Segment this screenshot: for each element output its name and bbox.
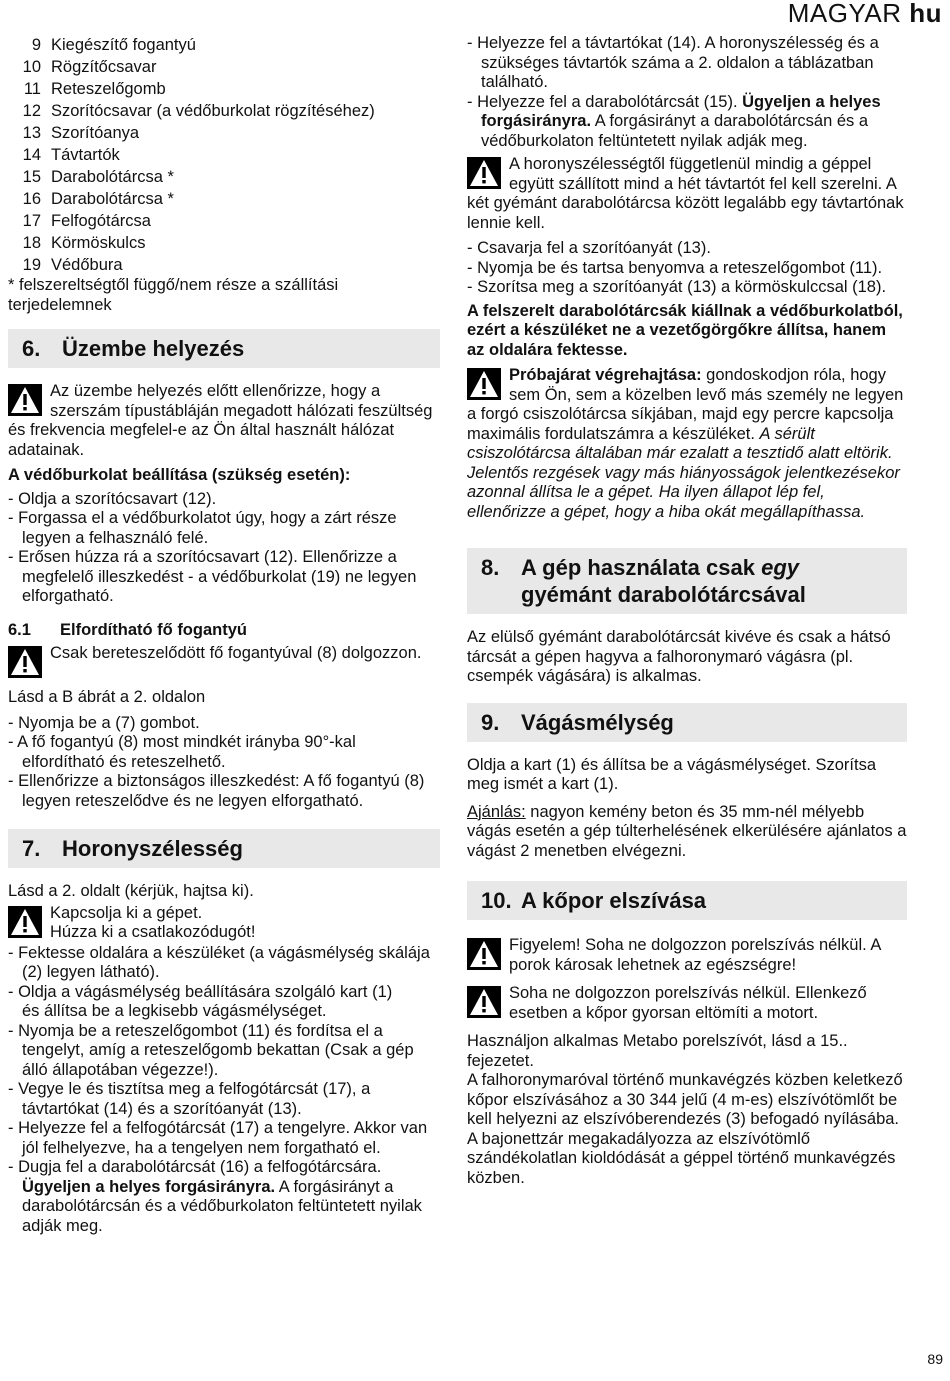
warning-block [467, 936, 907, 976]
legend-item [8, 166, 440, 188]
legend-item [8, 188, 440, 210]
warning-block [467, 155, 907, 233]
warning-icon [8, 906, 42, 938]
trial-label: Próbajárat végrehajtása: [509, 366, 702, 384]
step-item [8, 1158, 440, 1236]
step-item: - Fektesse oldalára a készüléket (a vágásmélység skálája (2) legyen látható). [8, 943, 430, 981]
trial-italic: A sérült csiszolótárcsa általában már ezalatt a tesztidő alatt eltörik. [467, 424, 893, 462]
legend-number: 14 [22, 146, 41, 164]
recommendation-text: nagyon kemény beton és 35 mm-nél mélyebb vágás esetén a gép túlterhelésének elkerülésére ajánlatos a vágást 2 menetben elvégezni. [467, 802, 907, 860]
step-item: - Szorítsa meg a szorítóanyát (13) a körmöskulccsal (18). [467, 278, 887, 296]
warning-block [467, 366, 907, 464]
step-text: - Helyezze fel a darabolótárcsát (15). [467, 92, 743, 111]
legend-item [8, 56, 440, 78]
step-list [467, 233, 907, 298]
step-list [8, 714, 440, 812]
step-text: A forgásirányt a darabolótárcsán és a védőburkolaton feltüntetett nyilak adják meg. [22, 1177, 422, 1235]
section-title: Üzembe helyezés [62, 336, 245, 361]
warning-text: Az üzembe helyezés előtt ellenőrizze, hogy a szerszám típustábláján megadott hálózati feszültség és frekvencia megfelel-e az Ön által használt hálózat adatainak. [8, 382, 433, 459]
section-10-heading [467, 881, 907, 920]
section-title: Horonyszélesség [62, 836, 243, 861]
section-9-heading [467, 703, 907, 742]
step-item: - Vegye le és tisztítsa meg a felfogótárcsát (17), a távtartókat (14) és a szorítóanyát (13). [8, 1080, 371, 1118]
legend-label: Védőbura [51, 256, 123, 274]
step-item: - Oldja a szorítócsavart (12). [8, 489, 217, 508]
legend-item [8, 254, 440, 276]
legend-label: Rögzítőcsavar [51, 58, 157, 76]
legend-number: 10 [22, 58, 41, 76]
legend-item [8, 34, 440, 56]
legend-label: Távtartók [51, 146, 120, 164]
warning-text-line-2: Húzza ki a csatlakozódugót! [50, 923, 256, 941]
legend-label: Szorítócsavar (a védőburkolat rögzítéséhez) [51, 102, 375, 120]
step-item: - Ellenőrizze a biztonságos illeszkedést: A fő fogantyú (8) legyen reteszelődve és ne legyen elforgatható. [8, 772, 425, 810]
legend-number: 11 [23, 80, 41, 98]
warning-text: Csak bereteszelődött fő fogantyúval (8) dolgozzon. [50, 644, 422, 662]
legend-label: Szorítóanya [51, 124, 140, 142]
step-list [8, 490, 440, 607]
legend-item [8, 210, 440, 232]
warning-text: Soha ne dolgozzon porelszívás nélkül. Ellenkező esetben a kőpor gyorsan eltömíti a motort. [509, 984, 867, 1022]
step-item: - Oldja a vágásmélység beállítására szolgáló kart (1) és állítsa be a legkisebb vágásmélységet. [8, 982, 393, 1020]
legend-label: Reteszelőgomb [51, 80, 166, 98]
legend-number: 16 [22, 190, 41, 208]
section-6-heading [8, 329, 440, 368]
section-text: Az elülső gyémánt darabolótárcsát kivéve és csak a hátsó tárcsát a gépen hagyva a falhoronymaró vágásra (pl. csempék vágására) is alkalmas. [467, 628, 891, 685]
warning-icon [467, 157, 501, 189]
warning-block [8, 644, 440, 684]
title-part: A gép használata csak [521, 555, 762, 580]
step-emphasis: Ügyeljen a helyes forgásirányra. [481, 92, 881, 130]
trial-text: gondoskodjon róla, hogy sem Ön, sem a közelben levő más személy ne legyen a forgó csiszolótárcsa síkjában, majd egy percre kapcsolja maximális fordulatszámra a készüléket. [467, 366, 904, 443]
legend-item [8, 100, 440, 122]
left-column [8, 34, 440, 1236]
vibration-note: Jelentős rezgések vagy más hiányosságok jelentkezésekor azonnal állítsa le a gépet. Ha ilyen állapot lép fel, ellenőrizze a gépet, hogy a hiba okát megállapíthassa. [467, 463, 900, 521]
step-text: A forgásirányt a darabolótárcsán és a védőburkolaton feltüntetett nyilak adják meg. [481, 112, 869, 150]
warning-icon [8, 646, 42, 678]
title-emphasis: egy [761, 555, 799, 580]
warning-block [8, 904, 440, 944]
legend-label: Darabolótárcsa * [51, 190, 174, 208]
section-title: Elfordítható fő fogantyú [60, 620, 247, 639]
language-word: MAGYAR [787, 0, 902, 28]
section-7-heading [8, 829, 440, 868]
legend-item [8, 78, 440, 100]
warning-text-line-1: Kapcsolja ki a gépet. [50, 903, 203, 922]
recommendation [467, 803, 907, 862]
section-8-heading [467, 548, 907, 614]
step-item: - Nyomja be a reteszelőgombot (11) és fordítsa el a tengelyt, amíg a reteszelőgomb bekattan (Csak a gép álló állapotában végezze!). [8, 1021, 414, 1079]
step-item: - Helyezze fel a távtartókat (14). A horonyszélesség és a szükséges távtartók száma a 2. oldalon a táblázatban található. [467, 34, 879, 91]
warning-icon [467, 938, 501, 970]
section-title: A kőpor elszívása [521, 888, 707, 913]
language-header [788, 0, 942, 26]
section-text: Oldja a kart (1) és állítsa be a vágásmélységet. Szorítsa meg ismét a kart (1). [467, 755, 877, 793]
legend-label: Kiegészítő fogantyú [51, 36, 196, 54]
section-text: A falhoronymaróval történő munkavégzés közben keletkező kőpor elszívásához a 30 344 jelű (4 m-es) elszívótömlőt be kell helyezni az elszívóberendezés (3) befogadó nyílásába. A bajonettzár megakadályozza az elszívótömlő szándékolatlan kioldódását a géppel történő munkavégzés közben. [467, 1071, 903, 1187]
see-reference: Lásd a B ábrát a 2. oldalon [8, 688, 206, 706]
step-item: - Nyomja be és tartsa benyomva a reteszelőgombot (11). [467, 258, 883, 277]
legend-item [8, 232, 440, 254]
warning-icon [8, 384, 42, 416]
section-number: 6.1 [8, 620, 31, 639]
section-title: Vágásmélység [521, 709, 674, 735]
section-number: 8. [481, 555, 500, 580]
legend-number: 12 [22, 102, 41, 120]
step-item: - Erősen húzza rá a szorítócsavart (12). Ellenőrizze a megfelelő illeszkedést - a védőburkolat (19) ne legyen elforgatható. [8, 548, 417, 605]
legend-label: Felfogótárcsa [51, 212, 151, 230]
section-6-1-heading [8, 621, 440, 641]
section-number: 10. [481, 888, 512, 913]
section-number: 6. [22, 336, 41, 361]
legend-number: 18 [22, 234, 41, 252]
warning-text: Figyelem! Soha ne dolgozzon porelszívás nélkül. A porok károsak lehetnek az egészségre! [509, 936, 881, 974]
step-text: - Dugja fel a darabolótárcsát (16) a felfogótárcsára. [8, 1158, 382, 1176]
parts-legend [8, 34, 440, 276]
legend-note: * felszereltségtől függő/nem része a szállítási terjedelemnek [8, 276, 339, 314]
legend-number: 19 [22, 256, 41, 274]
step-item: - Helyezze fel a felfogótárcsát (17) a tengelyre. Akkor van jól felhelyezve, ha a tengelyen nem forgatható el. [8, 1119, 428, 1157]
step-emphasis: Ügyeljen a helyes forgásirányra. [22, 1177, 276, 1196]
step-item: - Nyomja be a (7) gombot. [8, 713, 200, 732]
language-code: hu [909, 0, 942, 28]
step-item: - Forgassa el a védőburkolatot úgy, hogy a zárt része legyen a felhasználó felé. [8, 509, 397, 547]
section-number: 7. [22, 836, 41, 861]
legend-number: 15 [22, 168, 41, 186]
right-column [467, 34, 907, 1188]
warning-icon [467, 986, 501, 1018]
legend-label: Körmöskulcs [51, 234, 146, 252]
warning-icon [467, 368, 501, 400]
see-reference: Lásd a 2. oldalt (kérjük, hajtsa ki). [8, 882, 254, 900]
subheading: A védőburkolat beállítása (szükség esetén): [8, 466, 351, 484]
step-item [467, 93, 907, 152]
bold-note: A felszerelt darabolótárcsák kiállnak a védőburkolatból, ezért a készüléket ne a vezetőgörgőkre állítsa, hanem az oldalára fektesse. [467, 301, 903, 359]
legend-item [8, 144, 440, 166]
section-number: 9. [481, 709, 500, 735]
legend-item [8, 122, 440, 144]
warning-block [8, 382, 440, 460]
step-list [8, 944, 440, 1159]
title-part: gyémánt darabolótárcsával [521, 582, 806, 607]
warning-text: A horonyszélességtől függetlenül mindig a géppel együtt szállított mind a hét távtartót fel kell szerelni. A két gyémánt darabolótárcsa között legalább egy távtartónak lennie kell. [467, 155, 904, 232]
recommendation-label: Ajánlás: [467, 802, 526, 821]
step-item: - Csavarja fel a szorítóanyát (13). [467, 239, 711, 257]
section-text: Használjon alkalmas Metabo porelszívót, lásd a 15.. fejezetet. [467, 1032, 848, 1070]
legend-label: Darabolótárcsa * [51, 168, 174, 186]
legend-number: 13 [22, 124, 41, 142]
legend-number: 17 [22, 212, 41, 230]
page-number: 89 [927, 1350, 943, 1367]
step-item: - A fő fogantyú (8) most mindkét irányba 90°-kal elfordítható és reteszelhető. [8, 733, 356, 771]
warning-block [467, 984, 907, 1024]
section-title [521, 554, 806, 608]
legend-number: 9 [31, 36, 41, 54]
